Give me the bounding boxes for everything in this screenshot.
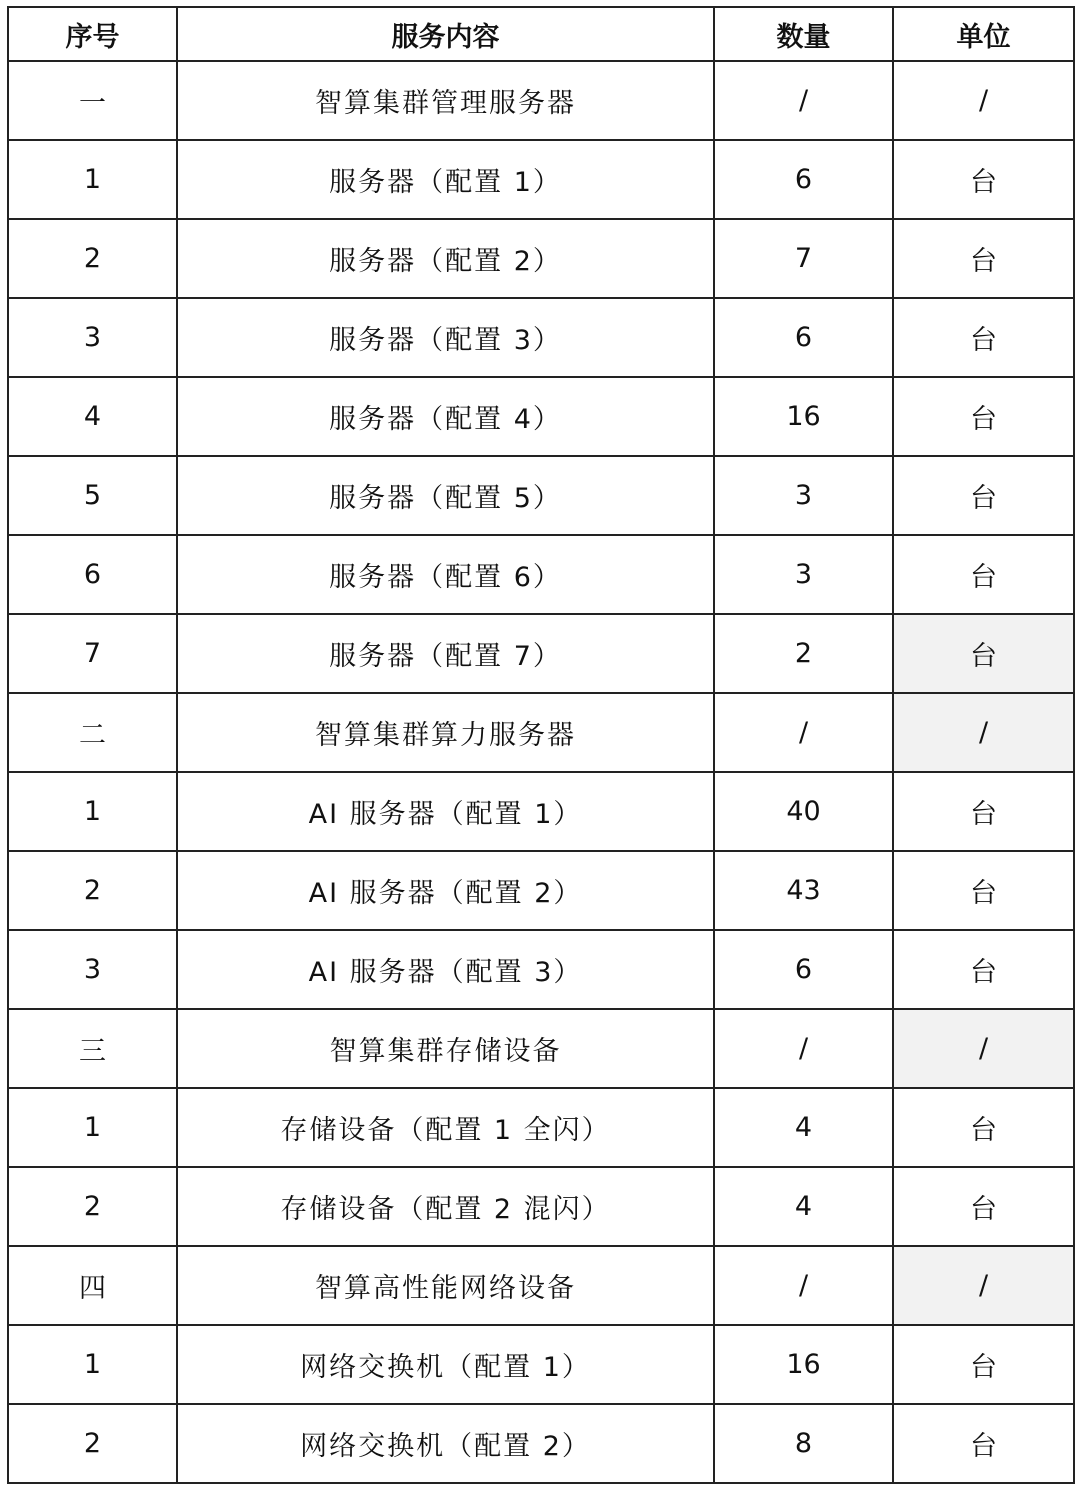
cell-index: 四 (8, 1246, 177, 1325)
cell-quantity: / (714, 1009, 893, 1088)
cell-unit: / (893, 693, 1074, 772)
cell-unit: 台 (893, 1325, 1074, 1404)
cell-quantity: / (714, 61, 893, 140)
cell-index: 4 (8, 377, 177, 456)
cell-index: 3 (8, 298, 177, 377)
cell-content: 智算集群算力服务器 (177, 693, 714, 772)
cell-content: 服务器（配置 2） (177, 219, 714, 298)
table-row (8, 535, 1074, 614)
table-body (8, 61, 1074, 1483)
cell-index: 3 (8, 930, 177, 1009)
cell-content: 服务器（配置 1） (177, 140, 714, 219)
cell-content: 网络交换机（配置 2） (177, 1404, 714, 1483)
header-row (8, 7, 1074, 61)
cell-quantity: 43 (714, 851, 893, 930)
service-table (7, 6, 1075, 1484)
table-row (8, 298, 1074, 377)
cell-unit: 台 (893, 772, 1074, 851)
cell-content: 存储设备（配置 1 全闪） (177, 1088, 714, 1167)
cell-unit: 台 (893, 140, 1074, 219)
cell-index: 二 (8, 693, 177, 772)
table-row (8, 614, 1074, 693)
cell-quantity: 6 (714, 140, 893, 219)
header-content: 服务内容 (177, 7, 714, 61)
cell-unit: / (893, 61, 1074, 140)
cell-content: AI 服务器（配置 1） (177, 772, 714, 851)
cell-content: AI 服务器（配置 2） (177, 851, 714, 930)
table-row (8, 140, 1074, 219)
table-row (8, 851, 1074, 930)
cell-quantity: 40 (714, 772, 893, 851)
table-header (8, 7, 1074, 61)
cell-index: 三 (8, 1009, 177, 1088)
cell-index: 7 (8, 614, 177, 693)
cell-quantity: 2 (714, 614, 893, 693)
cell-index: 1 (8, 1088, 177, 1167)
cell-quantity: 8 (714, 1404, 893, 1483)
cell-quantity: 3 (714, 535, 893, 614)
cell-unit: 台 (893, 1088, 1074, 1167)
cell-quantity: 3 (714, 456, 893, 535)
cell-index: 2 (8, 219, 177, 298)
cell-unit: 台 (893, 219, 1074, 298)
table-row (8, 456, 1074, 535)
cell-unit: 台 (893, 851, 1074, 930)
cell-index: 1 (8, 140, 177, 219)
cell-quantity: 16 (714, 1325, 893, 1404)
table-row (8, 1404, 1074, 1483)
cell-index: 6 (8, 535, 177, 614)
cell-index: 2 (8, 851, 177, 930)
header-unit: 单位 (893, 7, 1074, 61)
cell-content: 智算集群管理服务器 (177, 61, 714, 140)
cell-unit: 台 (893, 377, 1074, 456)
cell-unit: / (893, 1246, 1074, 1325)
cell-quantity: 6 (714, 930, 893, 1009)
section-row (8, 1009, 1074, 1088)
cell-index: 一 (8, 61, 177, 140)
cell-index: 5 (8, 456, 177, 535)
cell-unit: 台 (893, 1404, 1074, 1483)
table-row (8, 1167, 1074, 1246)
cell-content: AI 服务器（配置 3） (177, 930, 714, 1009)
cell-content: 服务器（配置 5） (177, 456, 714, 535)
cell-unit: 台 (893, 1167, 1074, 1246)
section-row (8, 61, 1074, 140)
cell-unit: 台 (893, 456, 1074, 535)
cell-quantity: 4 (714, 1088, 893, 1167)
cell-quantity: 6 (714, 298, 893, 377)
cell-content: 服务器（配置 6） (177, 535, 714, 614)
cell-content: 网络交换机（配置 1） (177, 1325, 714, 1404)
table-row (8, 772, 1074, 851)
cell-quantity: 7 (714, 219, 893, 298)
cell-content: 服务器（配置 4） (177, 377, 714, 456)
cell-unit: 台 (893, 930, 1074, 1009)
cell-content: 服务器（配置 7） (177, 614, 714, 693)
cell-unit: 台 (893, 535, 1074, 614)
cell-unit: / (893, 1009, 1074, 1088)
table-row (8, 219, 1074, 298)
section-row (8, 693, 1074, 772)
cell-quantity: 16 (714, 377, 893, 456)
table-row (8, 930, 1074, 1009)
header-index: 序号 (8, 7, 177, 61)
cell-unit: 台 (893, 614, 1074, 693)
header-quantity: 数量 (714, 7, 893, 61)
table-row (8, 1325, 1074, 1404)
cell-content: 智算高性能网络设备 (177, 1246, 714, 1325)
table-row (8, 1088, 1074, 1167)
cell-unit: 台 (893, 298, 1074, 377)
cell-index: 1 (8, 1325, 177, 1404)
cell-quantity: 4 (714, 1167, 893, 1246)
cell-index: 1 (8, 772, 177, 851)
table-row (8, 377, 1074, 456)
cell-quantity: / (714, 1246, 893, 1325)
cell-quantity: / (714, 693, 893, 772)
section-row (8, 1246, 1074, 1325)
cell-index: 2 (8, 1167, 177, 1246)
cell-content: 服务器（配置 3） (177, 298, 714, 377)
cell-content: 存储设备（配置 2 混闪） (177, 1167, 714, 1246)
cell-index: 2 (8, 1404, 177, 1483)
cell-content: 智算集群存储设备 (177, 1009, 714, 1088)
